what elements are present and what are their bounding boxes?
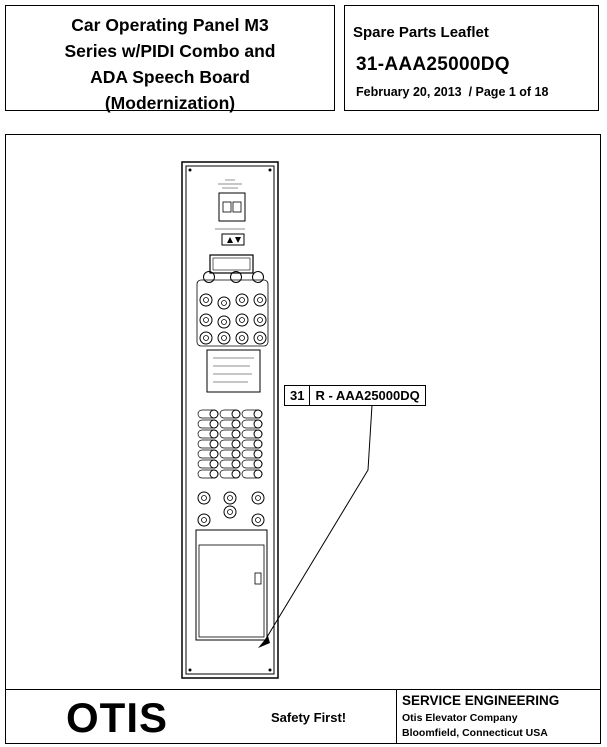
leaflet-label: Spare Parts Leaflet — [353, 24, 489, 41]
screw-icon — [269, 669, 272, 672]
date-page: February 20, 2013 / Page 1 of 18 — [356, 85, 549, 99]
otis-logo: OTIS — [66, 694, 169, 741]
control-button-icon — [224, 506, 236, 518]
button-icon — [222, 320, 227, 325]
button-icon — [258, 298, 263, 303]
arrow-head-icon — [258, 636, 270, 648]
button-icon — [218, 332, 230, 344]
callout-part-number: R - AAA25000DQ — [315, 388, 420, 403]
control-button-icon — [252, 492, 264, 504]
floor-label — [220, 470, 240, 478]
floor-button-icon — [232, 460, 240, 468]
floor-button-icon — [232, 420, 240, 428]
button-icon — [200, 294, 212, 306]
footer-divider — [396, 690, 397, 743]
button-icon — [222, 301, 227, 306]
control-button-icon — [228, 496, 233, 501]
button-icon — [200, 332, 212, 344]
floor-label — [198, 430, 218, 438]
floor-label — [220, 440, 240, 448]
floor-button-icon — [254, 420, 262, 428]
callout-label — [284, 385, 426, 406]
floor-button-icon — [232, 450, 240, 458]
floor-button-icon — [210, 430, 218, 438]
floor-button-icon — [254, 410, 262, 418]
floor-button-icon — [210, 470, 218, 478]
floor-label — [220, 450, 240, 458]
button-icon — [200, 314, 212, 326]
title-line-3: ADA Speech Board — [90, 67, 250, 87]
button-icon — [254, 332, 266, 344]
title-line-1: Car Operating Panel M3 — [71, 15, 269, 35]
button-icon — [218, 297, 230, 309]
leader-line — [264, 405, 372, 642]
button-icon — [240, 336, 245, 341]
button-icon — [258, 318, 263, 323]
floor-label — [220, 460, 240, 468]
title-line-2: Series w/PIDI Combo and — [64, 41, 276, 61]
floor-label — [198, 460, 218, 468]
floor-button-icon — [210, 420, 218, 428]
control-button-icon — [198, 492, 210, 504]
control-button-icon — [224, 492, 236, 504]
floor-label — [198, 440, 218, 448]
floor-label — [198, 470, 218, 478]
floor-label — [242, 420, 262, 428]
floor-button-icon — [232, 410, 240, 418]
callout-item-number: 31 — [285, 386, 310, 405]
access-door — [196, 530, 267, 640]
screw-icon — [269, 169, 272, 172]
company-name: Otis Elevator Company — [402, 712, 518, 724]
button-icon — [236, 314, 248, 326]
floor-button-icon — [232, 430, 240, 438]
floor-label — [198, 410, 218, 418]
button-icon — [218, 316, 230, 328]
control-button-icon — [256, 496, 261, 501]
footer — [5, 689, 601, 744]
screw-icon — [189, 169, 192, 172]
floor-label — [198, 450, 218, 458]
title-line-4: (Modernization) — [104, 93, 236, 113]
direction-arrows-icon — [222, 234, 244, 245]
button-icon — [240, 298, 245, 303]
button-icon — [258, 336, 263, 341]
button-icon — [253, 272, 264, 283]
button-icon — [236, 294, 248, 306]
floor-button-icon — [254, 450, 262, 458]
control-button-icon — [198, 514, 210, 526]
screw-icon — [189, 669, 192, 672]
button-icon — [222, 336, 227, 341]
control-button-icon — [252, 514, 264, 526]
floor-label — [220, 430, 240, 438]
floor-label — [242, 470, 262, 478]
floor-label — [242, 430, 262, 438]
floor-button-icon — [254, 470, 262, 478]
button-icon — [204, 298, 209, 303]
floor-button-icon — [210, 450, 218, 458]
floor-label — [220, 420, 240, 428]
floor-label — [220, 410, 240, 418]
button-icon — [204, 318, 209, 323]
control-button-icon — [202, 496, 207, 501]
button-icon — [240, 318, 245, 323]
button-icon — [254, 314, 266, 326]
leaflet-number: 31-AAA25000DQ — [356, 54, 510, 75]
floor-label — [242, 440, 262, 448]
button-icon — [204, 336, 209, 341]
floor-label — [242, 410, 262, 418]
floor-label — [242, 460, 262, 468]
button-icon — [204, 272, 215, 283]
control-button-icon — [202, 518, 207, 523]
button-icon — [236, 332, 248, 344]
department: SERVICE ENGINEERING — [402, 693, 560, 708]
floor-button-icon — [254, 430, 262, 438]
floor-button-icon — [210, 460, 218, 468]
floor-label — [198, 420, 218, 428]
floor-button-icon — [210, 410, 218, 418]
door-lock-icon — [255, 573, 261, 584]
control-button-icon — [228, 510, 233, 515]
floor-button-icon — [254, 440, 262, 448]
floor-button-icon — [232, 440, 240, 448]
control-button-icon — [256, 518, 261, 523]
button-icon — [254, 294, 266, 306]
info-plate — [207, 350, 260, 392]
floor-label — [242, 450, 262, 458]
company-city: Bloomfield, Connecticut USA — [402, 727, 548, 739]
floor-button-icon — [254, 460, 262, 468]
safety-text: Safety First! — [271, 710, 347, 725]
floor-button-icon — [232, 470, 240, 478]
floor-button-icon — [210, 440, 218, 448]
